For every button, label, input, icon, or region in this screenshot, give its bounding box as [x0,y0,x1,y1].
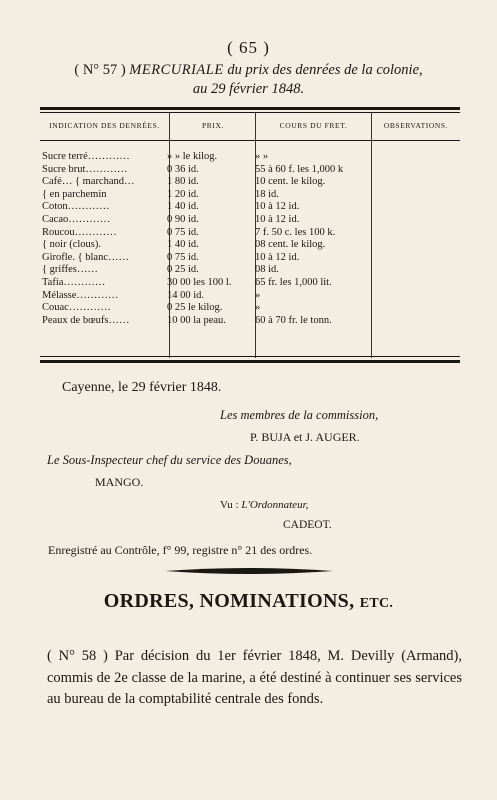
table-top-rule-thin [40,112,460,113]
signer-mango: MANGO. [95,475,144,489]
row-fret: 7 f. 50 c. les 100 k. [255,226,336,238]
row-name: Coton………… [42,201,110,213]
mercuriale-table [42,151,372,327]
row-name: Sucre brut………… [42,163,128,175]
section-title-text: ORDRES, NOMINATIONS, [103,590,355,612]
row-fret: 08 id. [255,264,279,276]
row-name: Girofle. { blanc…… [42,251,129,263]
row-fret: 10 à 12 id. [255,213,300,225]
row-name: { griffes…… [42,264,98,276]
row-name: { noir (clous). [42,239,101,251]
row-price: 0 75 id. [167,226,199,238]
decision-paragraph: ( N° 58 ) Par décision du 1er février 1848, M. Devilly (Armand), commis de 2e classe de la marine, a été destiné à continuer ses services au bureau de la comptabilité centrale des fonds. [47,648,462,707]
row-price: 10 00 la peau. [167,314,226,326]
row-name: { en parchemin [42,188,107,200]
vu-role: L'Ordonnateur, [241,499,309,511]
section-etc: ETC. [359,596,394,611]
row-name: Mélasse………… [42,289,119,301]
mercuriale-title-word: MERCURIALE [129,62,224,78]
row-fret: 60 à 70 fr. le tonn. [255,314,332,326]
signer-cadeot: CADEOT. [283,519,332,531]
col-prix: PRIX. [202,121,224,130]
table-row [42,277,372,290]
mercuriale-subtitle: du prix des denrées de la colonie, [227,62,423,78]
row-price: 14 00 id. [167,289,205,301]
row-name: Sucre terré………… [42,151,130,162]
table-top-rule [40,107,460,110]
place-date: Cayenne, le 29 février 1848. [62,380,222,395]
table-bottom-rule [40,360,460,363]
table-row [42,176,372,189]
table-row [42,151,372,164]
col-indication: INDICATION DES DENRÉES. [49,121,160,130]
vu-line [220,499,308,511]
table-row [42,201,372,214]
mercuriale-title [0,62,497,79]
row-price: 30 00 les 100 l. [167,276,232,288]
sous-inspecteur-label: Le Sous-Inspecteur chef du service des Douanes, [47,453,292,467]
row-price: 1 80 id. [167,176,199,188]
row-price: 0 90 id. [167,213,199,225]
table-row [42,164,372,177]
col-observations: OBSERVATIONS. [383,121,449,130]
section-title [0,590,497,613]
row-price: » » le kilog. [167,151,218,162]
row-fret: 18 id. [255,188,279,200]
row-fret: 08 cent. le kilog. [255,239,326,251]
row-price: 1 40 id. [167,201,199,213]
col-cours: COURS DU FRET. [279,121,348,130]
header-rule [40,140,460,141]
row-fret: 10 cent. le kilog. [255,176,326,188]
row-fret: » [255,289,261,301]
table-row [42,239,372,252]
row-name: Café… { marchand… [42,176,135,188]
row-fret: 10 à 12 id. [255,251,300,263]
table-row [42,290,372,303]
table-row [42,227,372,240]
row-price: 1 20 id. [167,188,199,200]
table-bottom-rule-thin [40,356,460,357]
row-price: 0 25 id. [167,264,199,276]
table-row [42,189,372,202]
row-name: Roucou………… [42,226,117,238]
row-fret: 10 à 12 id. [255,201,300,213]
registration-note: Enregistré au Contrôle, f° 99, registre n° 21 des ordres. [48,543,313,557]
row-name: Cacao………… [42,213,111,225]
table-row [42,252,372,265]
ornament-divider [165,566,333,576]
row-name: Tafia………… [42,276,106,288]
table-row [42,214,372,227]
row-name: Peaux de bœufs…… [42,314,130,326]
commission-signers: P. BUJA et J. AUGER. [250,430,360,444]
row-price: 0 36 id. [167,163,199,175]
row-fret: 65 fr. les 1,000 lit. [255,276,332,288]
vu-prefix: Vu : [220,499,239,511]
table-row [42,315,372,328]
row-fret: » [255,302,261,314]
row-fret: » » [255,151,269,162]
mercuriale-number: ( N° 57 ) [74,62,126,78]
row-price: 0 25 le kilog. [167,302,223,314]
table-row [42,264,372,277]
row-price: 1 40 id. [167,239,199,251]
row-price: 0 75 id. [167,251,199,263]
row-fret: 55 à 60 f. les 1,000 k [255,163,344,175]
mercuriale-date: au 29 février 1848. [192,81,305,97]
commission-label: Les membres de la commission, [220,408,379,422]
page-number: ( 65 ) [227,38,270,57]
table-row [42,302,372,315]
row-name: Couac………… [42,302,111,314]
